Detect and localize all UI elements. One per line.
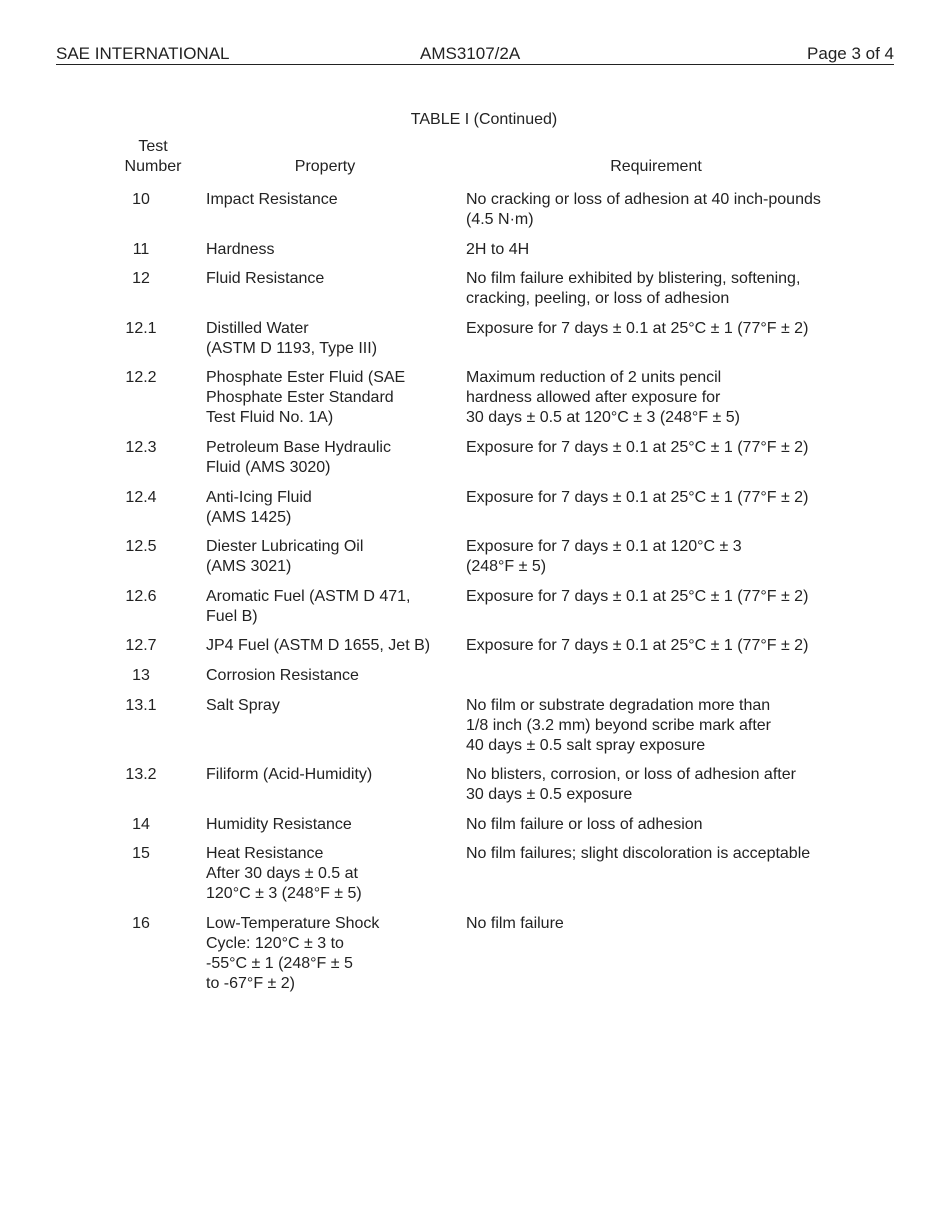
table-row <box>0 914 950 994</box>
requirement-cell: Exposure for 7 days ± 0.1 at 25°C ± 1 (77°F ± 2) <box>466 637 809 655</box>
test-number: 12.2 <box>125 369 157 387</box>
property-cell: Fluid Resistance <box>206 270 325 288</box>
table-row <box>0 636 950 656</box>
column-header-property: Property <box>294 158 356 175</box>
property-cell: Humidity Resistance <box>206 815 352 833</box>
test-number: 13 <box>132 666 150 684</box>
requirement-cell: No film failure <box>466 914 564 932</box>
property-cell: Low-Temperature Shock Cycle: 120°C ± 3 to -55°C ± 1 (248°F ± 5 to -67°F ± 2) <box>206 914 380 992</box>
requirement-cell: Exposure for 7 days ± 0.1 at 25°C ± 1 (77°F ± 2) <box>466 587 809 605</box>
test-number: 12.7 <box>125 637 157 655</box>
property-cell: Filiform (Acid-Humidity) <box>206 766 373 784</box>
page-header <box>56 44 894 65</box>
property-cell: Petroleum Base Hydraulic Fluid (AMS 3020) <box>206 438 391 476</box>
requirement-cell: No film failure exhibited by blistering, softening, cracking, peeling, or loss of adhesion <box>466 270 801 308</box>
document-number: AMS3107/2A <box>420 44 521 63</box>
test-number: 16 <box>132 914 150 932</box>
property-cell: Salt Spray <box>206 696 280 714</box>
test-number: 10 <box>132 191 150 208</box>
property-cell: Phosphate Ester Fluid (SAE Phosphate Ester Standard Test Fluid No. 1A) <box>206 369 406 427</box>
test-number: 13.2 <box>125 766 157 784</box>
property-cell: Corrosion Resistance <box>206 666 359 684</box>
test-number: 12.5 <box>125 538 157 556</box>
requirement-cell: Exposure for 7 days ± 0.1 at 25°C ± 1 (77°F ± 2) <box>466 438 809 456</box>
test-number: 15 <box>132 845 150 863</box>
table-row <box>0 537 950 577</box>
requirement-cell: No blisters, corrosion, or loss of adhesion after 30 days ± 0.5 exposure <box>466 766 796 804</box>
property-cell: JP4 Fuel (ASTM D 1655, Jet B) <box>206 637 431 655</box>
test-number: 12 <box>132 270 150 288</box>
requirement-cell: No film failures; slight discoloration is acceptable <box>466 845 811 863</box>
requirement-cell: Exposure for 7 days ± 0.1 at 120°C ± 3 (248°F ± 5) <box>466 538 742 576</box>
table-row <box>0 368 950 428</box>
table-row <box>0 438 950 478</box>
table-row <box>0 587 950 627</box>
requirement-cell: 2H to 4H <box>466 240 530 258</box>
test-number: 12.1 <box>125 319 157 337</box>
page-number: Page 3 of 4 <box>807 44 894 63</box>
table-row <box>0 240 950 260</box>
table-row <box>0 319 950 359</box>
table-title: TABLE I (Continued) <box>410 111 558 128</box>
requirements-table <box>0 190 950 1004</box>
table-row <box>0 190 950 230</box>
table-row <box>0 488 950 528</box>
test-number: 12.6 <box>125 587 157 605</box>
requirement-cell: No cracking or loss of adhesion at 40 inch-pounds (4.5 N·m) <box>466 191 821 228</box>
table-row <box>0 696 950 756</box>
column-header-requirement: Requirement <box>610 158 702 175</box>
property-cell: Impact Resistance <box>206 191 338 208</box>
property-cell: Anti-Icing Fluid (AMS 1425) <box>206 488 312 526</box>
requirement-cell: No film failure or loss of adhesion <box>466 815 703 833</box>
table-row <box>0 765 950 805</box>
test-number: 11 <box>132 240 150 258</box>
requirement-cell: Exposure for 7 days ± 0.1 at 25°C ± 1 (77°F ± 2) <box>466 488 809 506</box>
requirement-cell: No film or substrate degradation more than 1/8 inch (3.2 mm) beyond scribe mark after 40 days ± 0.5 salt spray exposure <box>466 696 772 754</box>
test-number: 13.1 <box>125 696 157 714</box>
table-row <box>0 666 950 686</box>
property-cell: Heat Resistance After 30 days ± 0.5 at 120°C ± 3 (248°F ± 5) <box>206 845 362 903</box>
table-row <box>0 815 950 835</box>
requirement-cell: Maximum reduction of 2 units pencil hardness allowed after exposure for 30 days ± 0.5 at 120°C ± 3 (248°F ± 5) <box>466 369 740 427</box>
property-cell: Diester Lubricating Oil (AMS 3021) <box>206 538 364 576</box>
table-row <box>0 844 950 904</box>
requirement-cell: Exposure for 7 days ± 0.1 at 25°C ± 1 (77°F ± 2) <box>466 319 809 337</box>
test-number: 14 <box>132 815 150 833</box>
table-row <box>0 269 950 309</box>
column-header-test-number: Test Number <box>124 138 182 175</box>
test-number: 12.3 <box>125 438 157 456</box>
org-name: SAE INTERNATIONAL <box>56 44 230 63</box>
property-cell: Aromatic Fuel (ASTM D 471, Fuel B) <box>206 587 411 625</box>
test-number: 12.4 <box>125 488 157 506</box>
property-cell: Hardness <box>206 240 275 258</box>
property-cell: Distilled Water (ASTM D 1193, Type III) <box>206 319 378 357</box>
